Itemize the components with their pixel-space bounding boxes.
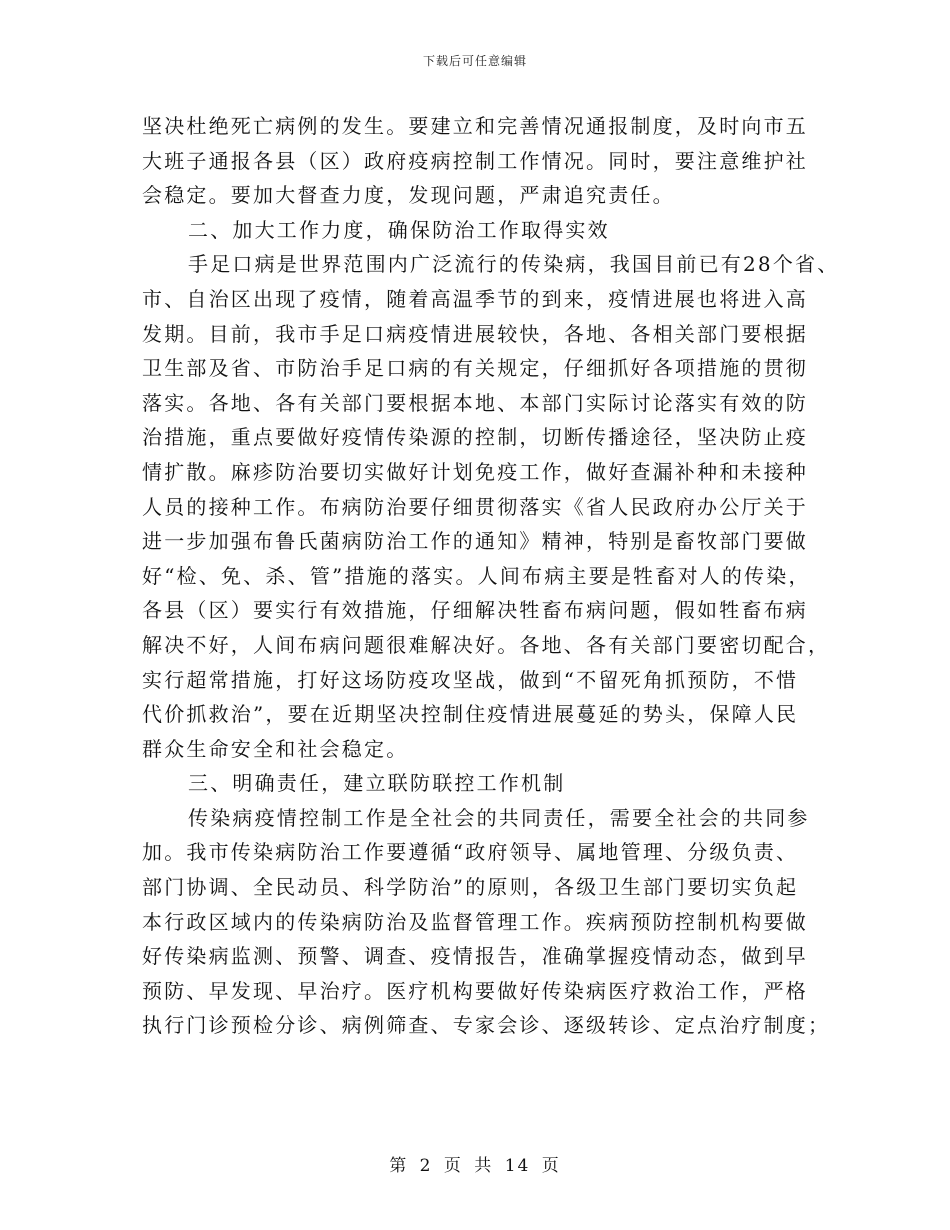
text-line: 情扩散。麻疹防治要切实做好计划免疫工作，做好查漏补种和未接种 <box>142 459 808 484</box>
text-line: 市、自治区出现了疫情，随着高温季节的到来，疫情进展也将进入高 <box>142 286 808 311</box>
text-line: 群众生命安全和社会稳定。 <box>142 736 409 761</box>
text-line: 落实。各地、各有关部门要根据本地、本部门实际讨论落实有效的防 <box>142 390 808 415</box>
text-line: 预防、早发现、早治疗。医疗机构要做好传染病医疗救治工作，严格 <box>142 978 808 1003</box>
text-line: 三、明确责任，建立联防联控工作机制 <box>188 771 566 796</box>
page-header: 下载后可任意编辑 <box>422 54 527 68</box>
text-line: 部门协调、全民动员、科学防治”的原则，各级卫生部门要切实负起 <box>142 875 799 900</box>
text-line: 传染病疫情控制工作是全社会的共同责任，需要全社会的共同参 <box>188 805 810 830</box>
text-line: 代价抓救治”，要在近期坚决控制住疫情进展蔓延的势头，保障人民 <box>142 702 799 727</box>
text-line: 解决不好，人间布病问题很难解决好。各地、各有关部门要密切配合， <box>142 632 831 657</box>
text-line: 执行门诊预检分诊、病例筛查、专家会诊、逐级转诊、定点治疗制度； <box>142 1013 831 1038</box>
text-line: 卫生部及省、市防治手足口病的有关规定，仔细抓好各项措施的贯彻 <box>142 356 808 381</box>
text-line: 实行超常措施，打好这场防疫攻坚战，做到“不留死角抓预防，不惜 <box>142 667 799 692</box>
text-line: 好“检、免、杀、管”措施的落实。人间布病主要是牲畜对人的传染， <box>142 563 811 588</box>
text-line: 进一步加强布鲁氏菌病防治工作的通知》精神，特别是畜牧部门要做 <box>142 529 808 554</box>
text-line: 坚决杜绝死亡病例的发生。要建立和完善情况通报制度，及时向市五 <box>142 114 808 138</box>
page-footer: 第 2 页 共 14 页 <box>389 1156 561 1176</box>
text-line: 人员的接种工作。布病防治要仔细贯彻落实《省人民政府办公厅关于 <box>142 494 808 519</box>
document-body <box>142 109 840 1043</box>
text-line: 发期。目前，我市手足口病疫情进展较快，各地、各相关部门要根据 <box>142 321 808 346</box>
text-line: 会稳定。要加大督查力度，发现问题，严肃追究责任。 <box>142 183 675 208</box>
text-line: 好传染病监测、预警、调查、疫情报告，准确掌握疫情动态，做到早 <box>142 944 808 969</box>
text-line: 大班子通报各县（区）政府疫病控制工作情况。同时，要注意维护社 <box>142 148 808 173</box>
text-line: 加。我市传染病防治工作要遵循“政府领导、属地管理、分级负责、 <box>142 840 799 865</box>
text-line: 各县（区）要实行有效措施，仔细解决牲畜布病问题，假如牲畜布病 <box>142 598 808 623</box>
text-line: 本行政区域内的传染病防治及监督管理工作。疾病预防控制机构要做 <box>142 909 808 934</box>
text-line: 二、加大工作力度，确保防治工作取得实效 <box>188 217 610 242</box>
text-line: 手足口病是世界范围内广泛流行的传染病，我国目前已有28个省、 <box>188 252 840 277</box>
text-line: 治措施，重点要做好疫情传染源的控制，切断传播途径，坚决防止疫 <box>142 425 808 450</box>
